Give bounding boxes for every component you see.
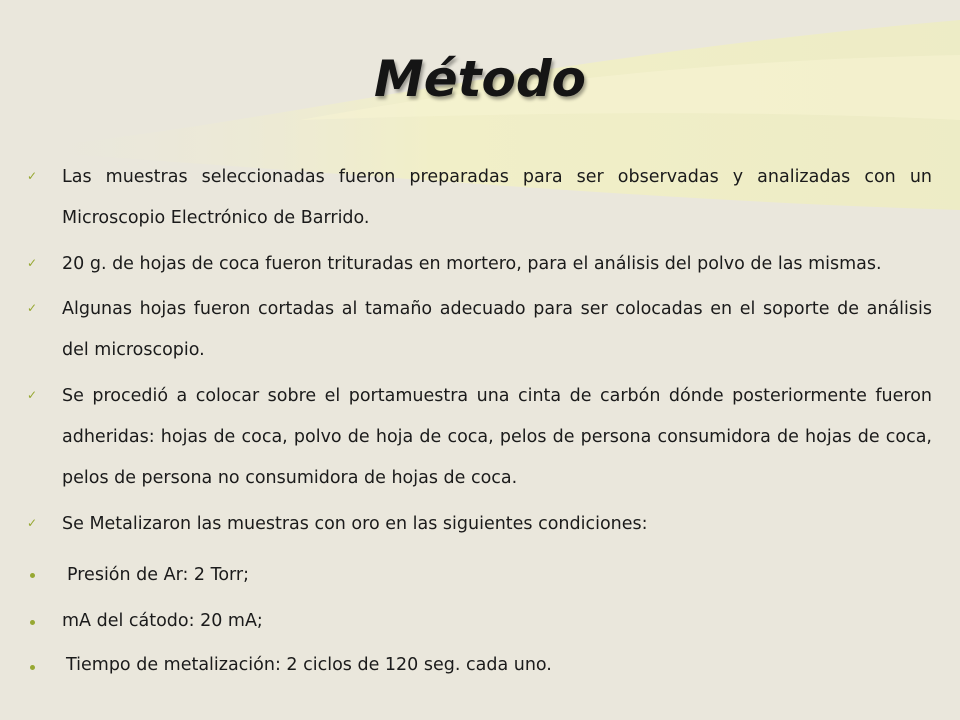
checkmark-icon: ✓ <box>27 256 38 270</box>
checkmark-icon: ✓ <box>27 388 38 402</box>
checkmark-icon: ✓ <box>27 516 38 530</box>
bullet-item: Las muestras seleccionadas fueron preparadas para ser observadas y analizadas con un Microscopio Electrónico de Barrido. <box>62 167 932 228</box>
checkmark-icon: ✓ <box>27 301 38 315</box>
bullet-dot-icon <box>30 573 35 578</box>
condition-item: mA del cátodo: 20 mA; <box>62 611 263 631</box>
condition-item: Tiempo de metalización: 2 ciclos de 120 seg. cada uno. <box>66 655 552 675</box>
bullet-item: Algunas hojas fueron cortadas al tamaño adecuado para ser colocadas en el soporte de análisis del microscopio. <box>62 299 932 360</box>
bullet-dot-icon <box>30 665 35 670</box>
slide-title: Método <box>373 50 587 108</box>
bullet-dot-icon <box>30 620 35 625</box>
bullet-item: Se procedió a colocar sobre el portamuestra una cinta de carbón dónde posteriormente fueron adheridas: hojas de coca, polvo de hoja de coca, pelos de persona consumidora de hojas de coca, pelos de persona no consumidora de hojas de coca. <box>62 386 932 488</box>
bullet-item: Se Metalizaron las muestras con oro en las siguientes condiciones: <box>62 514 648 534</box>
condition-item: Presión de Ar: 2 Torr; <box>67 565 250 585</box>
bullet-item: 20 g. de hojas de coca fueron trituradas en mortero, para el análisis del polvo de las mismas. <box>62 254 882 274</box>
checkmark-icon: ✓ <box>27 169 38 183</box>
